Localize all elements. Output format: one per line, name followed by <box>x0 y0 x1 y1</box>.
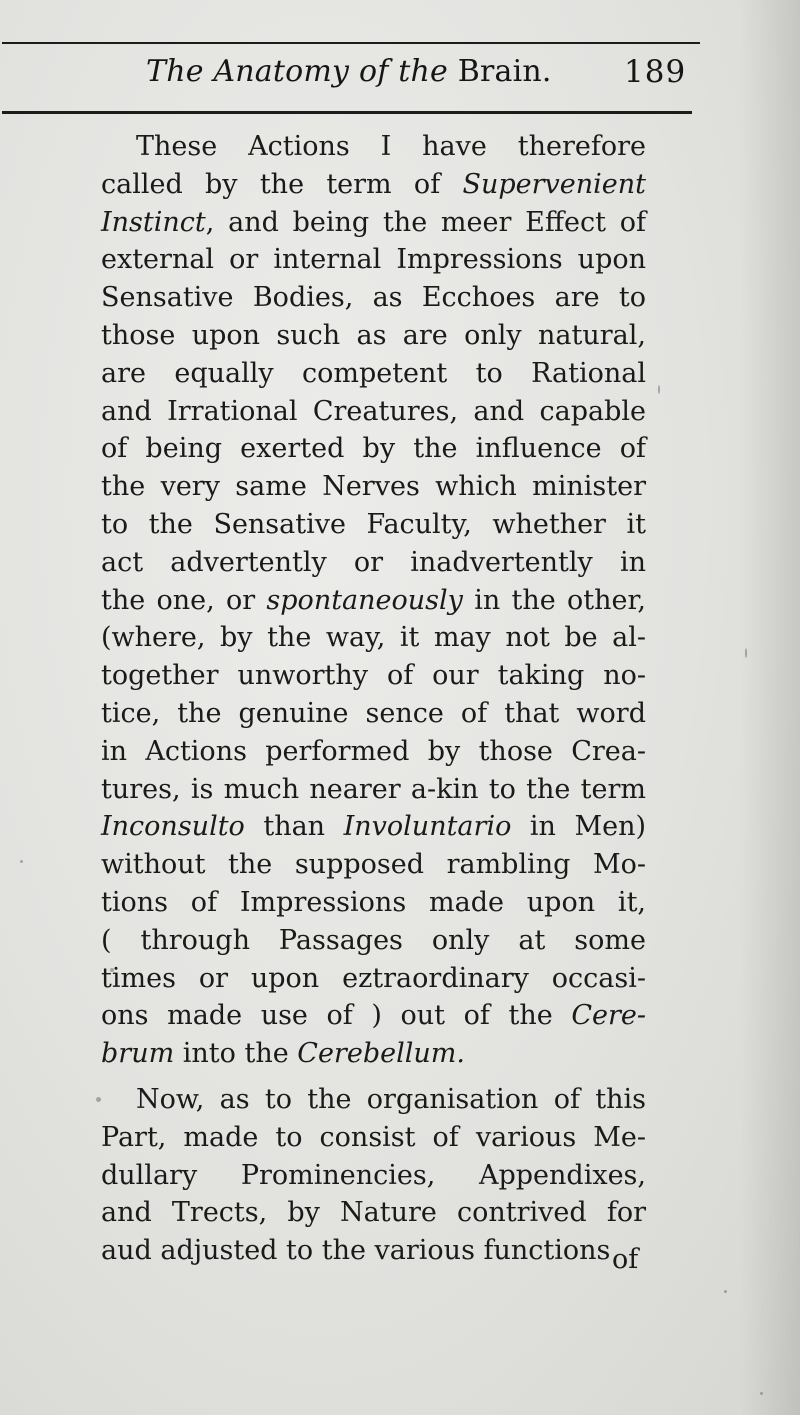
italic-text-run: Inconsulto <box>101 811 245 843</box>
text-line <box>101 733 646 771</box>
text-run: into the <box>174 1038 298 1070</box>
text-line <box>101 166 646 204</box>
text-line <box>101 884 646 922</box>
text-line <box>101 582 646 620</box>
text-run: (where, by the way, it may not be al- <box>101 622 646 654</box>
page-edge-shadow <box>740 0 800 1415</box>
text-run: tice, the genuine sence of that word <box>101 697 646 729</box>
paragraph <box>101 1081 646 1270</box>
text-line <box>101 922 646 960</box>
text-run: aud adjusted to the various functions <box>101 1235 611 1267</box>
text-line <box>101 355 646 393</box>
italic-text-run: Supervenient <box>462 168 646 200</box>
text-run: and Irrational Creatures, and capable <box>101 395 646 427</box>
text-run: Sensative Bodies, as Ecchoes are to <box>101 282 646 314</box>
text-run: Part, made to consist of various Me- <box>101 1121 646 1153</box>
catchword: of <box>612 1244 639 1275</box>
text-run: act advertently or inadvertently in <box>101 546 646 578</box>
paper-speck <box>760 1392 763 1395</box>
text-run: and Trects, by Nature contrived for <box>101 1197 646 1229</box>
text-line <box>101 771 646 809</box>
italic-text-run: spontaneously <box>266 584 463 616</box>
running-title <box>146 54 552 89</box>
text-run: in Men) <box>511 811 646 843</box>
text-run: external or internal Impressions upon <box>101 244 646 276</box>
text-run: dullary Prominencies, Appendixes, <box>101 1159 646 1191</box>
text-run: tures, is much nearer a-kin to the term <box>101 773 646 805</box>
italic-text-run: Cere- <box>571 1000 646 1032</box>
text-line <box>101 128 646 166</box>
text-run: in the other, <box>462 584 646 616</box>
paper-speck <box>658 385 660 394</box>
text-line <box>101 279 646 317</box>
text-line <box>101 657 646 695</box>
text-run: Now, as to the organisation of this <box>136 1083 646 1115</box>
header-top-rule <box>2 42 700 44</box>
running-header <box>0 52 800 102</box>
text-run: are equally competent to Rational <box>101 357 646 389</box>
text-line <box>101 1232 646 1270</box>
text-run: of being exerted by the influence of <box>101 433 646 465</box>
text-line <box>101 544 646 582</box>
body-text <box>101 128 646 1270</box>
text-line <box>101 241 646 279</box>
text-line <box>101 1157 646 1195</box>
text-line <box>101 468 646 506</box>
text-run: ( through Passages only at some <box>101 924 646 956</box>
italic-text-run: Instinct <box>101 206 206 238</box>
text-run: , and being the meer Effect of <box>205 206 646 238</box>
paper-speck <box>724 1290 727 1293</box>
paper-speck <box>745 648 747 658</box>
text-line <box>101 997 646 1035</box>
text-line <box>101 1194 646 1232</box>
text-line <box>101 1035 646 1073</box>
text-line <box>101 393 646 431</box>
paragraph <box>101 128 646 1073</box>
text-run: ons made use of ) out of the <box>101 1000 572 1032</box>
running-title-roman: Brain. <box>457 54 552 89</box>
text-line <box>101 846 646 884</box>
text-line <box>101 204 646 242</box>
text-line <box>101 960 646 998</box>
italic-text-run: brum <box>101 1038 175 1070</box>
text-run: together unworthy of our taking no- <box>101 660 646 692</box>
running-title-italic: The Anatomy of the <box>146 54 448 89</box>
page-number: 189 <box>624 54 687 90</box>
text-run: times or upon eztraordinary occasi- <box>101 962 646 994</box>
text-line <box>101 695 646 733</box>
text-run: those upon such as are only natural, <box>101 319 646 351</box>
paper-speck <box>20 860 23 863</box>
text-line <box>101 808 646 846</box>
paragraph-gap <box>101 1073 646 1081</box>
text-run: to the Sensative Faculty, whether it <box>101 508 646 540</box>
text-line <box>101 1081 646 1119</box>
text-line <box>101 506 646 544</box>
text-run: tions of Impressions made upon it, <box>101 886 646 918</box>
text-run: than <box>244 811 344 843</box>
header-bottom-rule <box>2 111 692 114</box>
italic-text-run: Involuntario <box>343 811 512 843</box>
text-run: the very same Nerves which minister <box>101 471 646 503</box>
text-line <box>101 317 646 355</box>
text-run: without the supposed rambling Mo- <box>101 849 646 881</box>
text-run: in Actions performed by those Crea- <box>101 735 646 767</box>
text-run: These Actions I have therefore <box>136 131 646 162</box>
text-run: the one, or <box>101 584 267 616</box>
text-line <box>101 1119 646 1157</box>
text-line <box>101 619 646 657</box>
text-line <box>101 430 646 468</box>
text-run: called by the term of <box>101 168 463 200</box>
italic-text-run: Cerebellum. <box>297 1038 465 1070</box>
